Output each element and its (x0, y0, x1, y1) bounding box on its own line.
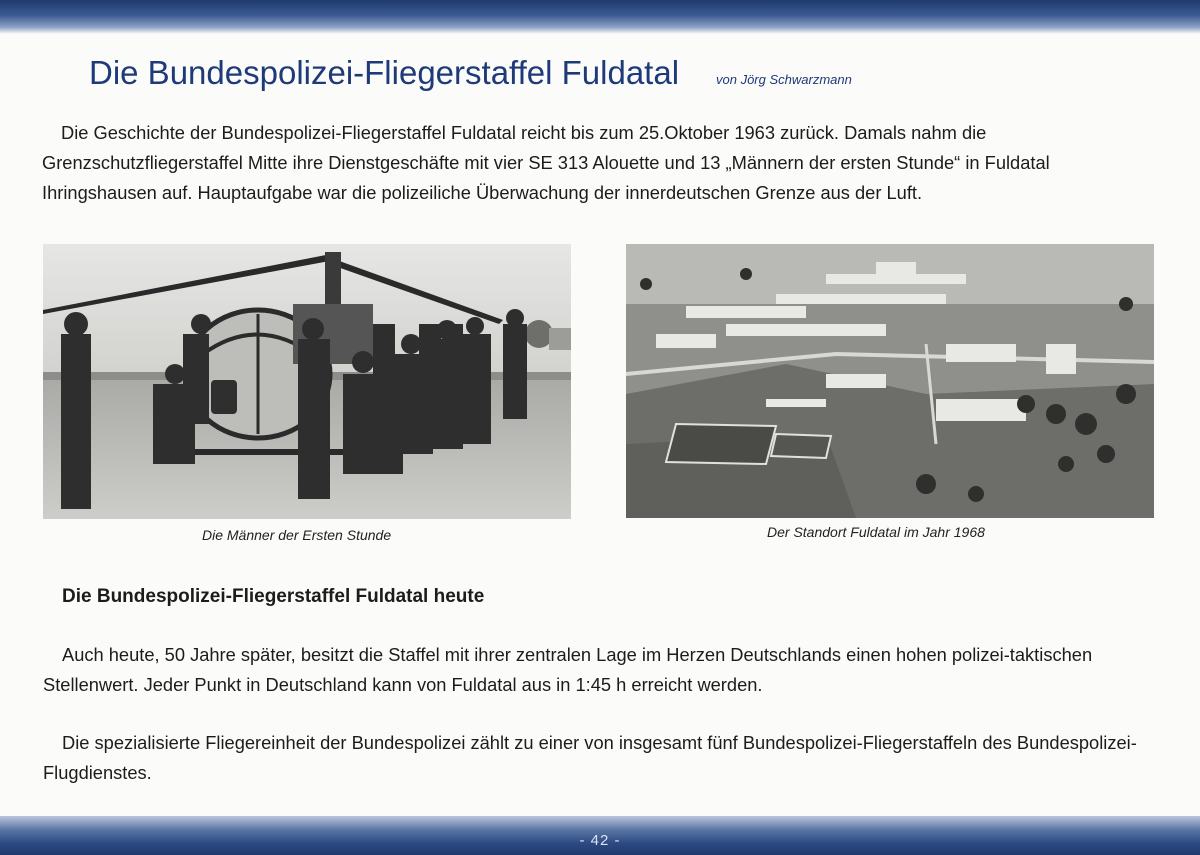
top-band (0, 0, 1200, 34)
page-title: Die Bundespolizei-Fliegerstaffel Fuldatal (89, 54, 680, 91)
author-byline: von Jörg Schwarzmann (716, 72, 852, 87)
page-number: - 42 - (579, 832, 621, 849)
section-heading: Die Bundespolizei-Fliegerstaffel Fuldatal heute (62, 586, 485, 607)
aerial-base-photo (626, 244, 1154, 518)
intro-paragraph: Die Geschichte der Bundespolizei-Fliegerstaffel Fuldatal reicht bis zum 25.Oktober 1963 zurück. Damals nahm die Grenzschutzfliegerstaffel Mitte ihre Dienstgeschäfte mit vier SE 313 Alouette und 13 „Männern der ersten Stunde“ in Fuldatal Ihringshausen auf. Hauptaufgabe war die polizeiliche Überwachung der innerdeutschen Grenze aus der Luft. (42, 122, 1050, 203)
helicopter-crew-photo (43, 244, 571, 519)
photo-caption-left: Die Männer der Ersten Stunde (202, 527, 392, 543)
section-paragraph-1: Auch heute, 50 Jahre später, besitzt die Staffel mit ihrer zentralen Lage im Herzen Deutschlands einen hohen polizei-taktischen Stellenwert. Jeder Punkt in Deutschland kann von Fuldatal aus in 1:45 h erreicht werden. (43, 644, 1093, 695)
section-paragraph-2: Die spezialisierte Fliegereinheit der Bundespolizei zählt zu einer von insgesamt fünf Bundespolizei-Fliegerstaffeln des Bundespolizei-Flugdienstes. (43, 732, 1137, 783)
photo-caption-right: Der Standort Fuldatal im Jahr 1968 (767, 524, 985, 540)
